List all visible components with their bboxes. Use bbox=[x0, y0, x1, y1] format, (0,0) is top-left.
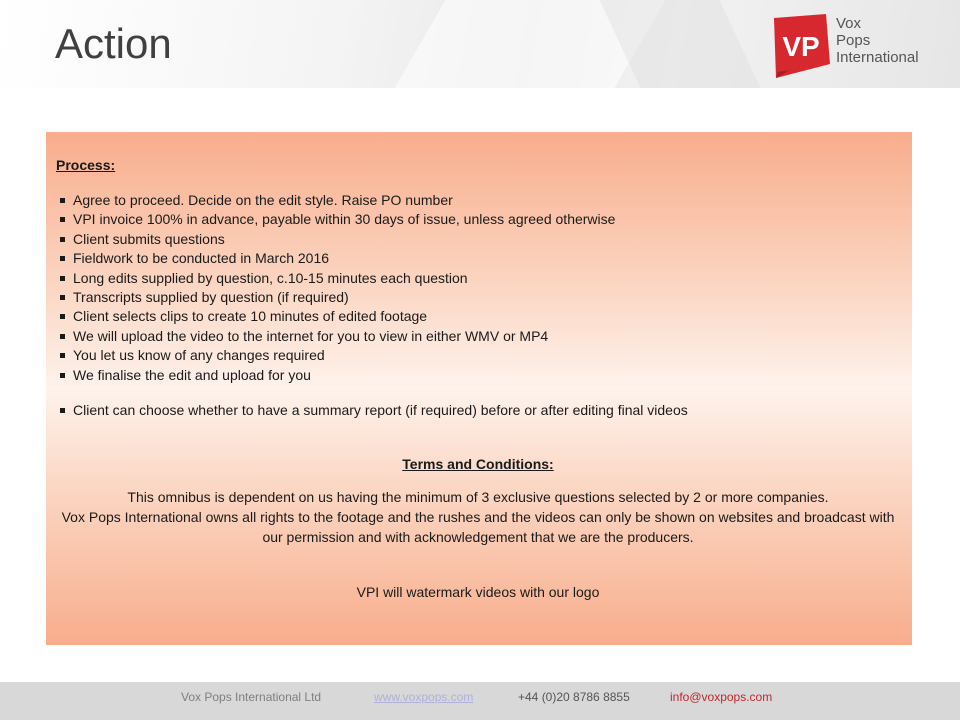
process-step: We will upload the video to the internet for you to view in either WMV or MP4 bbox=[56, 327, 900, 346]
terms-body bbox=[56, 487, 900, 547]
footer-company: Vox Pops International Ltd bbox=[181, 690, 322, 704]
process-extra-list bbox=[56, 401, 900, 420]
footer-phone: +44 (0)20 8786 8855 bbox=[518, 690, 630, 704]
logo-line-2: Pops bbox=[836, 32, 871, 49]
logo-wordmark bbox=[836, 15, 919, 66]
footer-email-link[interactable]: info@voxpops.com bbox=[670, 690, 773, 704]
footer-website-link[interactable]: www.voxpops.com bbox=[374, 690, 474, 704]
process-extra-item: Client can choose whether to have a summary report (if required) before or after editing final videos bbox=[56, 401, 900, 420]
terms-heading: Terms and Conditions: bbox=[402, 456, 554, 473]
logo-line-1: Vox bbox=[836, 15, 862, 32]
process-step: You let us know of any changes required bbox=[56, 346, 900, 365]
process-step: Long edits supplied by question, c.10-15 minutes each question bbox=[56, 269, 900, 288]
process-heading: Process: bbox=[56, 157, 116, 173]
process-step: Client submits questions bbox=[56, 230, 900, 249]
process-step: VPI invoice 100% in advance, payable within 30 days of issue, unless agreed otherwise bbox=[56, 210, 900, 229]
logo-mark: VP bbox=[782, 31, 820, 62]
process-step: Client selects clips to create 10 minutes of edited footage bbox=[56, 307, 900, 326]
slide-title: Action bbox=[55, 20, 172, 67]
logo-line-3: International bbox=[836, 49, 919, 66]
process-steps-list bbox=[56, 191, 900, 385]
terms-line-2: Vox Pops International owns all rights to the footage and the rushes and the videos can only be shown on websites and broadcast with our permission and with acknowledgement that we are the producers. bbox=[61, 509, 895, 546]
content-panel bbox=[46, 132, 912, 645]
process-step: Agree to proceed. Decide on the edit style. Raise PO number bbox=[56, 191, 900, 210]
watermark-note: VPI will watermark videos with our logo bbox=[356, 584, 600, 601]
process-step: We finalise the edit and upload for you bbox=[56, 366, 900, 385]
process-step: Fieldwork to be conducted in March 2016 bbox=[56, 249, 900, 268]
process-step: Transcripts supplied by question (if required) bbox=[56, 288, 900, 307]
terms-line-1: This omnibus is dependent on us having the minimum of 3 exclusive questions selected by 2 or more companies. bbox=[127, 489, 829, 506]
footer-bar bbox=[0, 682, 960, 720]
